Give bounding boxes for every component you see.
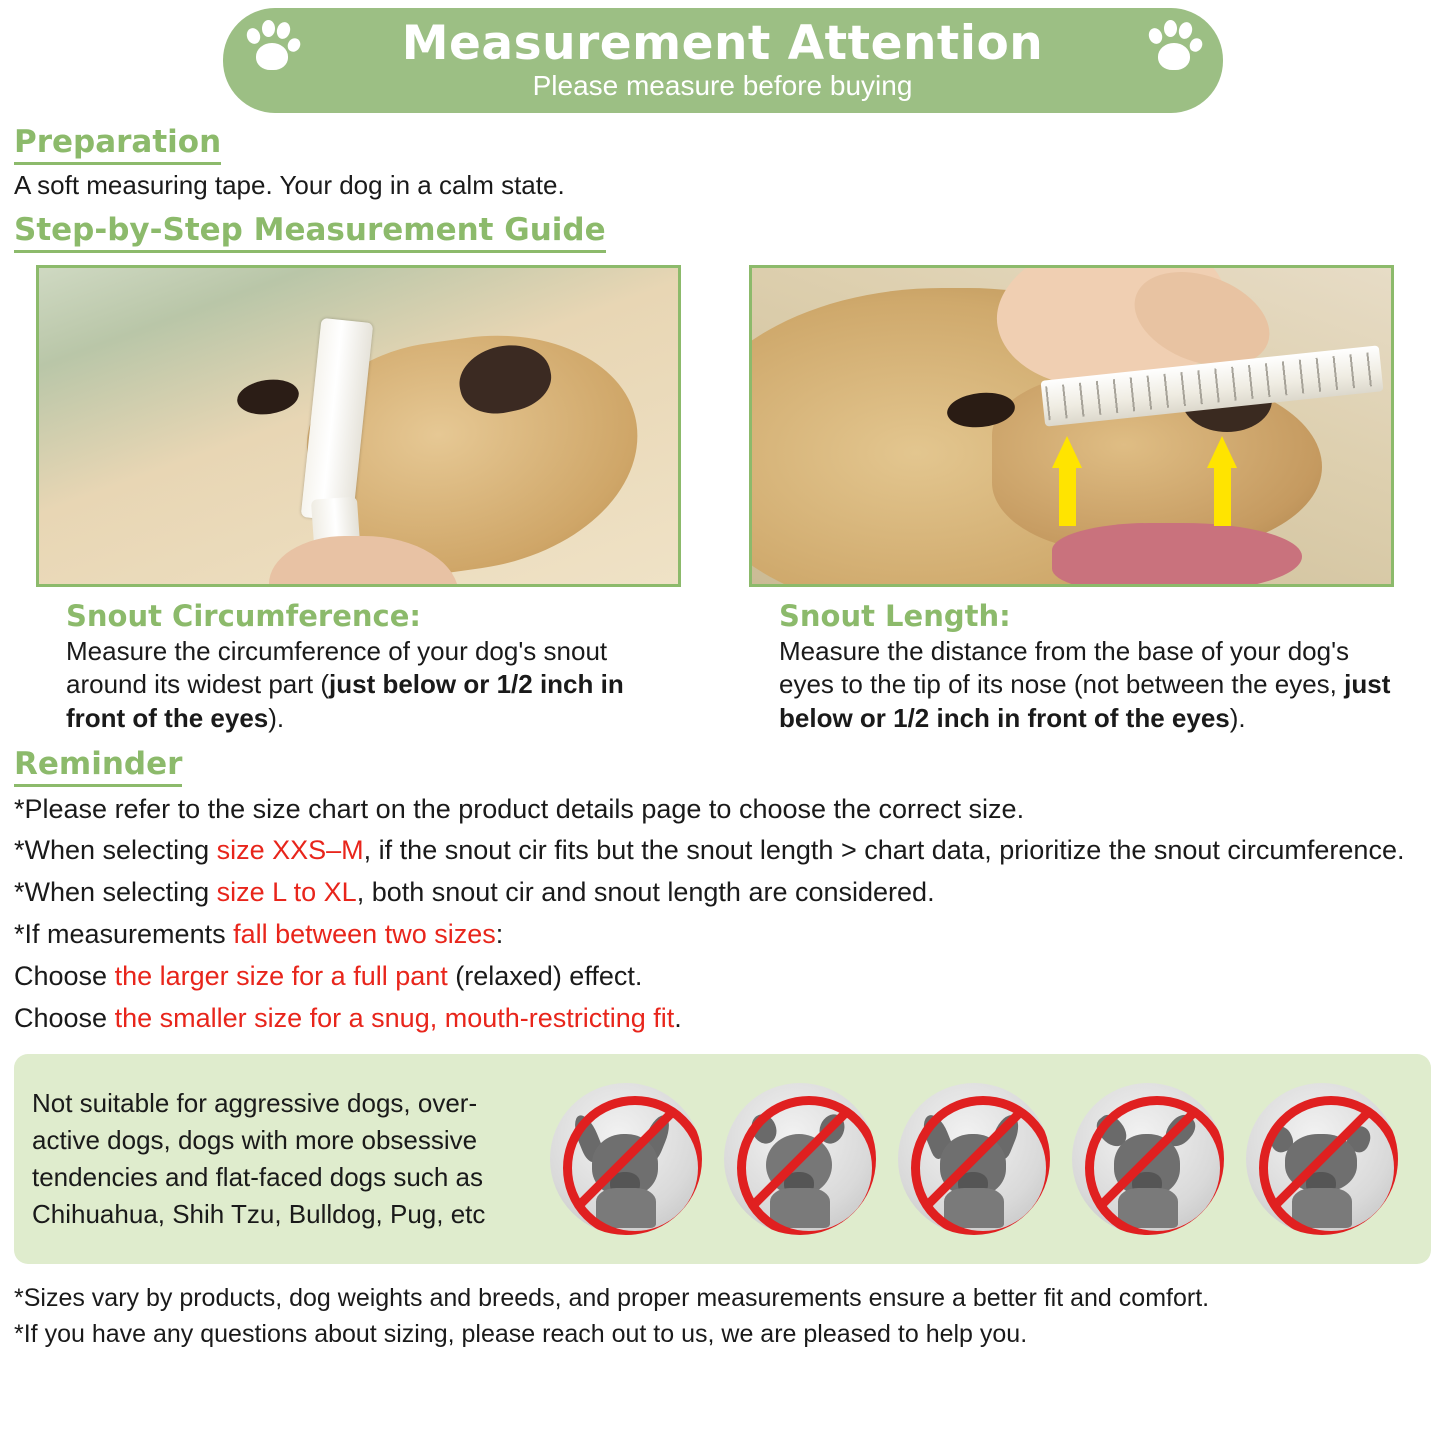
preparation-heading: Preparation	[14, 123, 221, 165]
footer-notes	[14, 1280, 1431, 1353]
reminder-list	[14, 789, 1431, 1040]
reminder-text-segment: Choose	[14, 960, 115, 991]
paw-print-icon	[1143, 16, 1205, 78]
reminder-text-segment: :	[495, 919, 504, 950]
no-french-bulldog-icon	[898, 1083, 1050, 1235]
reminder-text-segment: , both snout cir and snout length are considered.	[356, 877, 935, 908]
caption-text-1: Measure the circumference of your dog's snout around its widest part (	[66, 636, 608, 700]
no-bulldog-icon	[1072, 1083, 1224, 1235]
no-chihuahua-icon	[550, 1083, 702, 1235]
caption-text-2b: ).	[1229, 702, 1246, 733]
caption-text-1b: ).	[268, 702, 285, 733]
up-arrow-icon	[1052, 436, 1082, 526]
reminder-text-segment: , if the snout cir fits but the snout length > chart data, prioritize the snout circumference.	[363, 835, 1405, 866]
reminder-text-segment: the larger size for a full pant	[114, 960, 448, 991]
reminder-text-segment: *Please refer to the size chart on the product details page to choose the correct size.	[14, 793, 1025, 824]
footer-line-1: *Sizes vary by products, dog weights and breeds, and proper measurements ensure a better fit and comfort.	[14, 1283, 1210, 1312]
header-banner	[223, 8, 1223, 113]
not-suitable-text: Not suitable for aggressive dogs, over-active dogs, dogs with more obsessive tendencies and flat-faced dogs such as Chihuahua, Shih Tzu, Bulldog, Pug, etc	[32, 1087, 486, 1229]
reminder-text-segment: size XXS–M	[216, 835, 364, 866]
reminder-heading: Reminder	[14, 745, 182, 787]
reminder-text-segment: *When selecting	[14, 877, 217, 908]
reminder-line	[14, 789, 1431, 831]
preparation-text: A soft measuring tape. Your dog in a calm state.	[14, 169, 565, 200]
dog-snout-length-photo	[749, 265, 1394, 587]
not-suitable-box	[14, 1054, 1431, 1264]
guide-step-2	[749, 265, 1394, 735]
dog-snout-circumference-photo	[36, 265, 681, 587]
up-arrow-icon	[1207, 436, 1237, 526]
reminder-section	[14, 745, 1431, 1040]
reminder-text-segment: Choose	[14, 1002, 115, 1033]
snout-circumference-caption-title: Snout Circumference:	[66, 599, 421, 633]
reminder-line	[14, 872, 1431, 914]
no-pug-icon	[1246, 1083, 1398, 1235]
caption-bold-2: just below or 1/2 inch in front of the eyes	[779, 669, 1391, 733]
no-shih-tzu-icon	[724, 1083, 876, 1235]
snout-length-caption-body	[779, 635, 1394, 735]
guide-photos	[14, 265, 1431, 735]
measurement-attention-page	[0, 8, 1445, 1449]
guide-heading: Step-by-Step Measurement Guide	[14, 211, 606, 253]
reminder-text-segment: fall between two sizes	[233, 919, 496, 950]
reminder-line	[14, 830, 1431, 872]
snout-circumference-caption-body	[66, 635, 681, 735]
reminder-text-segment: (relaxed) effect.	[447, 960, 643, 991]
paw-print-icon	[241, 16, 303, 78]
preparation-section	[14, 123, 1431, 201]
prohibited-breeds-list	[550, 1083, 1398, 1235]
reminder-line	[14, 998, 1431, 1040]
reminder-line	[14, 914, 1431, 956]
snout-length-caption-title: Snout Length:	[779, 599, 1011, 633]
caption-bold-1: just below or 1/2 inch in front of the eyes	[66, 669, 624, 733]
footer-line-2: *If you have any questions about sizing, please reach out to us, we are pleased to help you.	[14, 1319, 1028, 1348]
reminder-text-segment: the smaller size for a snug, mouth-restricting fit	[114, 1002, 675, 1033]
page-title: Measurement Attention	[401, 15, 1044, 71]
reminder-text-segment: *If measurements	[14, 919, 234, 950]
page-subtitle: Please measure before buying	[532, 70, 913, 102]
reminder-text-segment: .	[674, 1002, 682, 1033]
caption-text-2: Measure the distance from the base of your dog's eyes to the tip of its nose (not between the eyes,	[779, 636, 1350, 700]
guide-step-1	[36, 265, 681, 735]
reminder-text-segment: size L to XL	[216, 877, 357, 908]
reminder-text-segment: *When selecting	[14, 835, 217, 866]
reminder-line	[14, 956, 1431, 998]
guide-section	[14, 211, 1431, 735]
